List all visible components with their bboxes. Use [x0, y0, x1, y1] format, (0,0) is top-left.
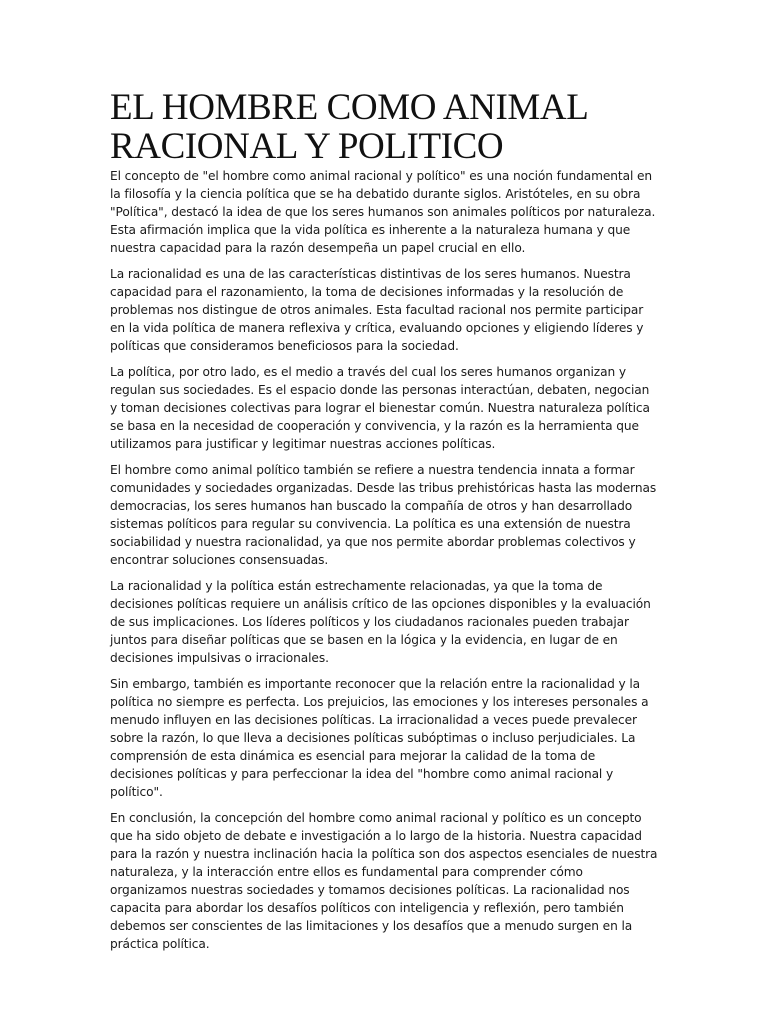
paragraph-7: En conclusión, la concepción del hombre como animal racional y político es un concepto que ha sido objeto de debate e investigación a lo largo de la historia. Nuestra capacidad para la razón y nuestra inclinación hacia la política son dos aspectos esenciales de nuestra naturaleza, y la interacción entre ellos es fundamental para comprender cómo organizamos nuestras sociedades y tomamos decisiones políticas. La racionalidad nos capacita para abordar los desafíos políticos con inteligencia y reflexión, pero también debemos ser conscientes de las limitaciones y los desafíos que a menudo surgen en la práctica política. [110, 811, 658, 951]
paragraph-2: La racionalidad es una de las características distintivas de los seres humanos. Nuestra capacidad para el razonamiento, la toma de decisiones informadas y la resolución de problemas nos distingue de otros animales. Esta facultad racional nos permite participar en la vida política de manera reflexiva y crítica, evaluando opciones y eligiendo líderes y políticas que consideramos beneficiosos para la sociedad. [110, 267, 644, 353]
document-title [110, 88, 660, 166]
paragraph-4: El hombre como animal político también se refiere a nuestra tendencia innata a formar comunidades y sociedades organizadas. Desde las tribus prehistóricas hasta las modernas democracias, los seres humanos han buscado la compañía de otros y han desarrollado sistemas políticos para regular su convivencia. La política es una extensión de nuestra sociabilidad y nuestra racionalidad, ya que nos permite abordar problemas colectivos y encontrar soluciones consensuadas. [110, 463, 657, 567]
paragraph-5: La racionalidad y la política están estrechamente relacionadas, ya que la toma de decisiones políticas requiere un análisis crítico de las opciones disponibles y la evaluación de sus implicaciones. Los líderes políticos y los ciudadanos racionales pueden trabajar juntos para diseñar políticas que se basen en la lógica y la evidencia, en lugar de en decisiones impulsivas o irracionales. [110, 579, 651, 665]
title-line-2: RACIONAL Y POLITICO [110, 126, 504, 167]
paragraph-1: El concepto de "el hombre como animal racional y político" es una noción fundamental en la filosofía y la ciencia política que se ha debatido durante siglos. Aristóteles, en su obra "Política", destacó la idea de que los seres humanos son animales políticos por naturaleza. Esta afirmación implica que la vida política es inherente a la naturaleza humana y que nuestra capacidad para la razón desempeña un papel crucial en ello. [110, 169, 656, 255]
document-content [110, 88, 660, 961]
paragraph-6: Sin embargo, también es importante reconocer que la relación entre la racionalidad y la política no siempre es perfecta. Los prejuicios, las emociones y los intereses personales a menudo influyen en las decisiones políticas. La irracionalidad a veces puede prevalecer sobre la razón, lo que lleva a decisiones políticas subóptimas o incluso perjudiciales. La comprensión de esta dinámica es esencial para mejorar la calidad de la toma de decisiones políticas y para perfeccionar la idea del "hombre como animal racional y político". [110, 677, 649, 799]
title-line-1: EL HOMBRE COMO ANIMAL [110, 87, 589, 128]
paragraph-3: La política, por otro lado, es el medio a través del cual los seres humanos organizan y regulan sus sociedades. Es el espacio donde las personas interactúan, debaten, negocian y toman decisiones colectivas para lograr el bienestar común. Nuestra naturaleza política se basa en la necesidad de cooperación y convivencia, y la razón es la herramienta que utilizamos para justificar y legitimar nuestras acciones políticas. [110, 365, 650, 451]
